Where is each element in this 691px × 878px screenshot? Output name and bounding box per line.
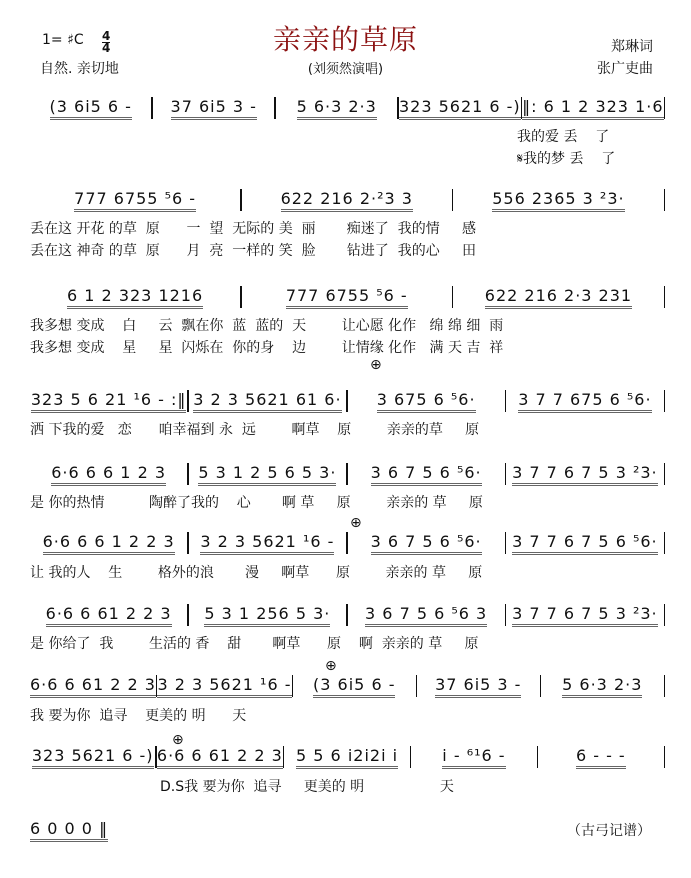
measure [30, 390, 187, 413]
measure [189, 604, 346, 627]
measure [242, 189, 452, 212]
measure-notes: 323 5621 6 -) [32, 746, 154, 769]
measure-notes: 5 6·3 2·3 [297, 97, 377, 120]
measure [522, 97, 663, 120]
measure [417, 675, 540, 698]
measure [506, 532, 663, 555]
measure [453, 189, 663, 212]
measure-notes: 6·6 6 61 2 2 3 [46, 604, 172, 627]
measure [30, 819, 108, 842]
staff-system [30, 462, 665, 486]
measure-notes: 323 5621 6 -) [399, 97, 521, 120]
composer-credit: 张广吏曲 [597, 61, 653, 77]
measure-notes: 3 7 7 6 7 5 3 ²3· [512, 604, 658, 627]
lyric-line: 是 你给了 我 生活的 香 甜 啊草 原 啊 亲亲的 草 原 [30, 636, 479, 652]
lyric-line: 洒 下我的爱 恋 咱幸福到 永 远 啊草 原 亲亲的草 原 [30, 422, 480, 438]
measure-notes: 3 7 7 675 6 ⁵6· [518, 390, 651, 413]
measure-notes: 3 2 3 5621 61 6· [193, 390, 341, 413]
measure-notes: i - ⁶¹6 - [442, 746, 505, 769]
lyric-line: 我多想 变成 白 云 飘在你 蓝 蓝的 天 让心愿 化作 绵 绵 细 雨 [30, 318, 504, 334]
measure-notes: 6·6 6 6 1 2 2 3 [43, 532, 175, 555]
measure [30, 604, 187, 627]
staff-system [30, 285, 665, 309]
measure [189, 390, 346, 413]
staff-system [30, 818, 109, 842]
measure [399, 97, 521, 120]
measure [30, 675, 156, 698]
measure-notes: 3 2 3 5621 ¹6 - [157, 675, 291, 698]
coda-sign-icon: ⊕ [325, 658, 337, 674]
measure [348, 604, 505, 627]
bar-line [664, 286, 666, 308]
time-signature [102, 31, 110, 54]
song-title: 亲亲的草原 [272, 23, 418, 56]
measure-notes: 3 675 6 ⁵6· [377, 390, 476, 413]
measure [157, 746, 283, 769]
bar-line [664, 390, 666, 412]
measure [348, 463, 505, 486]
key-signature: 1= ♯C [42, 32, 84, 48]
tempo-marking: 自然. 亲切地 [40, 61, 119, 77]
lyric-line: 我多想 变成 星 星 闪烁在 你的身 边 让情缘 化作 满 天 吉 祥 [30, 340, 504, 356]
measure-notes: 622 216 2·3 231 [485, 286, 632, 309]
measure [506, 390, 663, 413]
measure-notes: ‖: 6 1 2 323 1·6 [522, 97, 663, 120]
bar-line [664, 189, 666, 211]
measure-notes: 622 216 2·²3 3 [281, 189, 413, 212]
bar-line [664, 746, 666, 768]
measure-notes: 323 5 6 21 ¹6 - :‖ [31, 390, 187, 413]
measure [30, 746, 155, 769]
staff-system [30, 389, 665, 413]
measure [30, 532, 187, 555]
measure-notes: 3 7 7 6 7 5 6 ⁵6· [512, 532, 658, 555]
measure-notes: 5 6·3 2·3 [562, 675, 642, 698]
measure [348, 532, 505, 555]
measure-notes: 3 7 7 6 7 5 3 ²3· [512, 463, 658, 486]
measure [30, 97, 151, 120]
lyric-line: 丢在这 神奇 的草 原 月 亮 一样的 笑 脸 钻进了 我的心 田 [30, 243, 476, 259]
measure [276, 97, 397, 120]
lyric-line: 我的爱 丢 了 [517, 129, 610, 145]
staff-system [30, 745, 665, 769]
measure-notes: (3 6i5 6 - [50, 97, 132, 120]
measure-notes: 3 6 7 5 6 ⁵6· [371, 463, 482, 486]
measure-notes: 37 6i5 3 - [435, 675, 521, 698]
measure-notes: 777 6755 ⁵6 - [74, 189, 196, 212]
meter-top: 4 [102, 29, 111, 43]
measure-notes: 3 2 3 5621 ¹6 - [200, 532, 334, 555]
measure-notes: (3 6i5 6 - [313, 675, 395, 698]
measure [189, 463, 346, 486]
measure-notes: 5 5 6 i2i2i i [296, 746, 398, 769]
measure [30, 189, 240, 212]
bar-line [664, 604, 666, 626]
measure-notes: 6·6 6 61 2 2 3 [157, 746, 283, 769]
bar-line [664, 532, 666, 554]
measure-notes: 6·6 6 61 2 2 3 [30, 675, 156, 698]
staff-system [30, 531, 665, 555]
measure-notes: 6 1 2 323 1216 [67, 286, 203, 309]
transcriber-credit: （古弓记谱） [567, 823, 651, 839]
meter-bottom: 4 [102, 41, 111, 55]
measure-notes: 37 6i5 3 - [171, 97, 257, 120]
measure [538, 746, 663, 769]
measure [348, 390, 505, 413]
lyricist-credit: 郑琳词 [611, 39, 653, 55]
measure [541, 675, 664, 698]
measure [189, 532, 346, 555]
measure-notes: 5 3 1 2 5 6 5 3· [198, 463, 336, 486]
lyric-line: 让 我的人 生 格外的浪 漫 啊草 原 亲亲的 草 原 [30, 565, 483, 581]
measure-notes: 6·6 6 6 1 2 3 [51, 463, 166, 486]
measure [242, 286, 452, 309]
measure [157, 675, 291, 698]
staff-system [30, 603, 665, 627]
measure-notes: 3 6 7 5 6 ⁵6 3 [365, 604, 487, 627]
measure-notes: 6 - - - [576, 746, 626, 769]
staff-system [30, 188, 665, 212]
measure-notes: 6 0 0 0 ‖ [30, 819, 108, 842]
measure [153, 97, 274, 120]
lyric-line: 𝄋我的梦 丢 了 [517, 151, 616, 167]
measure-notes: 5 3 1 256 5 3· [204, 604, 330, 627]
coda-sign-icon: ⊕ [370, 357, 382, 373]
measure [284, 746, 409, 769]
measure-notes: 777 6755 ⁵6 - [286, 286, 408, 309]
measure [453, 286, 663, 309]
measure [30, 463, 187, 486]
lyric-line: 是 你的热情 陶醉了我的 心 啊 草 原 亲亲的 草 原 [30, 495, 483, 511]
measure-notes: 556 2365 3 ²3· [492, 189, 624, 212]
measure [506, 463, 663, 486]
bar-line [664, 463, 666, 485]
coda-sign-icon: ⊕ [350, 515, 362, 531]
staff-system [30, 674, 665, 698]
lyric-line: D.S我 要为你 追寻 更美的 明 天 [160, 779, 454, 795]
measure [293, 675, 416, 698]
singer-credit: (刘须然演唱) [307, 62, 384, 77]
bar-line [664, 97, 666, 119]
lyric-line: 我 要为你 追寻 更美的 明 天 [30, 708, 247, 724]
lyric-line: 丢在这 开花 的草 原 一 望 无际的 美 丽 痴迷了 我的情 感 [30, 221, 476, 237]
measure [411, 746, 536, 769]
coda-sign-icon: ⊕ [172, 732, 184, 748]
measure [30, 286, 240, 309]
measure-notes: 3 6 7 5 6 ⁵6· [371, 532, 482, 555]
measure [506, 604, 663, 627]
bar-line [664, 675, 666, 697]
staff-system [30, 96, 665, 120]
